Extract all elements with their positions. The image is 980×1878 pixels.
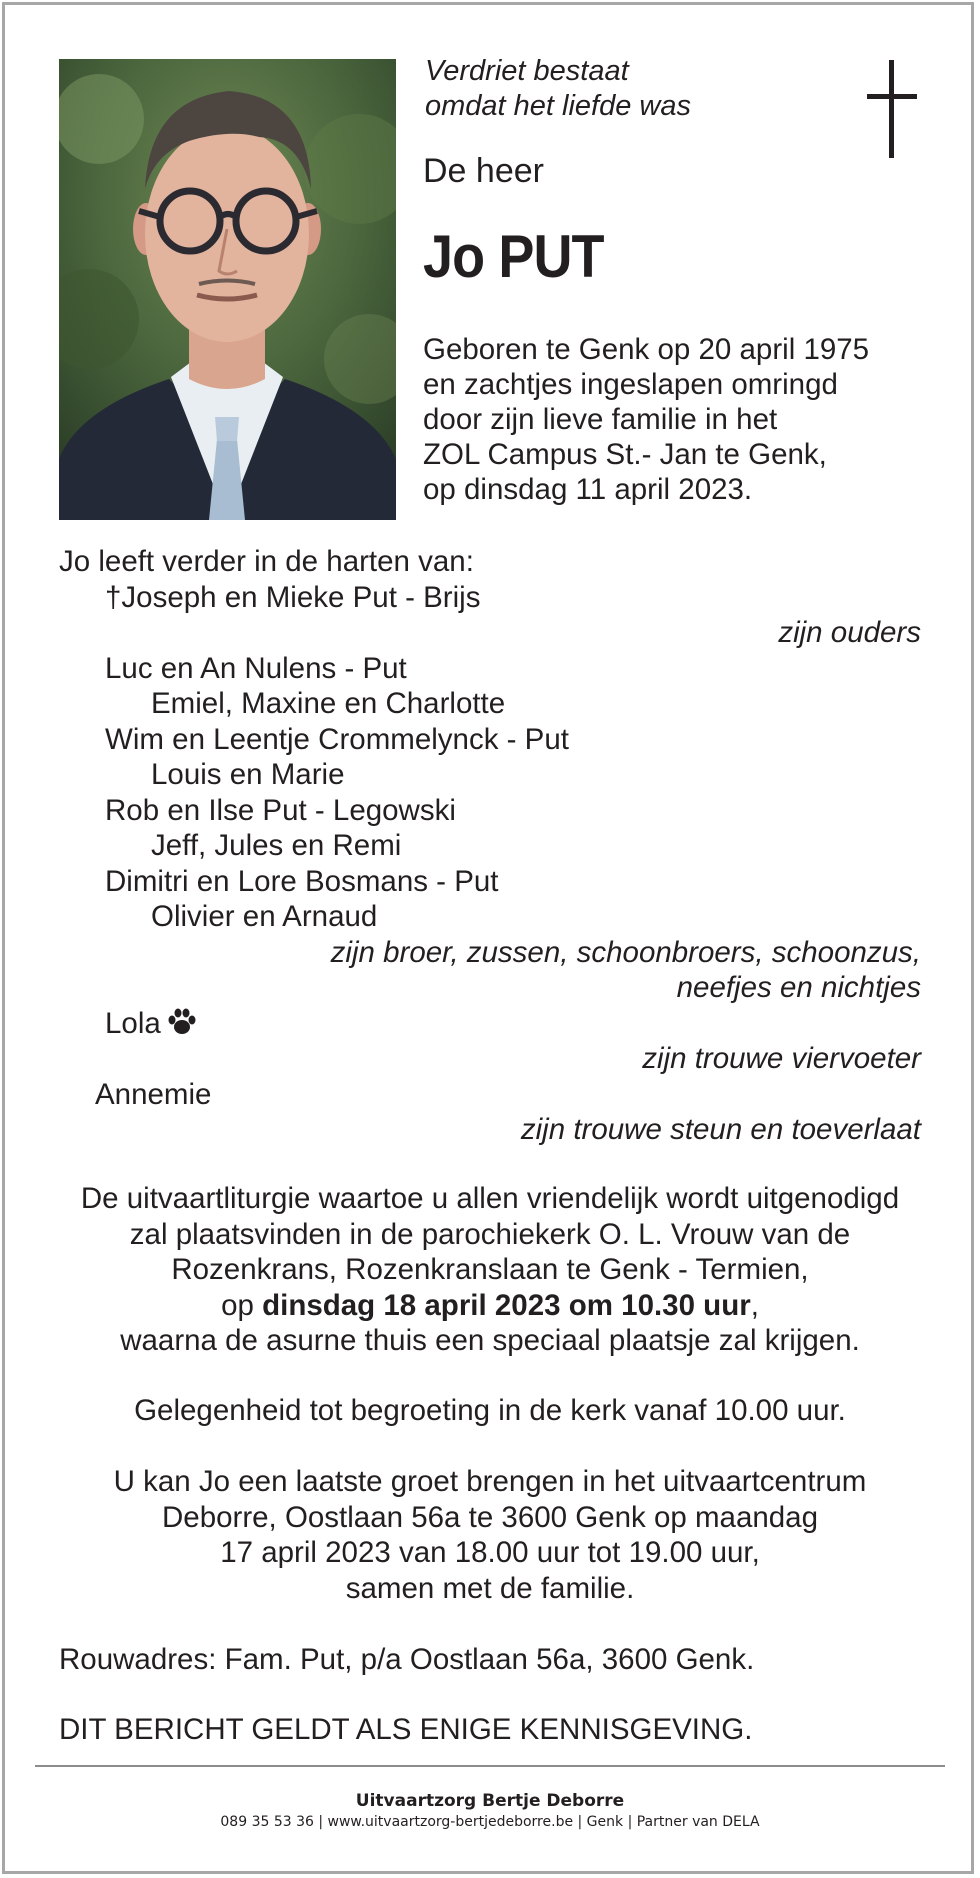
ceremony-info [40,1181,940,1359]
siblings-relation-continued: neefjes en nichtjes [676,971,921,1004]
sibling-children: Jeff, Jules en Remi [151,829,402,862]
salutation: De heer [423,152,544,190]
funeral-home-name: Uitvaartzorg Bertje Deborre [355,1791,625,1811]
deceased-name: Jo PUT [423,223,604,290]
parents: †Joseph en Mieke Put - Brijs [105,580,481,614]
sibling-couple: Rob en Ilse Put - Legowski [105,793,456,827]
sibling-couple: Luc en An Nulens - Put [105,651,407,685]
birth-death-info: Geboren te Genk op 20 april 1975 en zachtjes ingeslapen omringd door zijn lieve familie in het ZOL Campus St.- Jan te Genk, op dinsdag 11 april 2023. [423,333,870,506]
sibling-children: Louis en Marie [151,758,345,791]
partner-relation: zijn trouwe steun en toeverlaat [520,1113,921,1146]
ceremony-line: De uitvaartliturgie waartoe u allen vriendelijk wordt uitgenodigd [80,1182,900,1215]
sibling-children: Olivier en Arnaud [151,900,378,933]
sibling-couple: Wim en Leentje Crommelynck - Put [105,722,569,756]
mourning-address: Rouwadres: Fam. Put, p/a Oostlaan 56a, 3600 Genk. [59,1643,755,1676]
family-list [59,544,921,1148]
family-heading: Jo leeft verder in de harten van: [59,545,474,578]
ceremony-line: waarna de asurne thuis een speciaal plaatsje zal krijgen. [120,1324,860,1357]
pet-name: Lola [105,1006,161,1040]
ceremony-date: dinsdag 18 april 2023 om 10.30 uur [262,1288,751,1322]
ceremony-line: Rozenkrans, Rozenkranslaan te Genk - Termien, [171,1253,809,1286]
pet-relation: zijn trouwe viervoeter [642,1042,921,1075]
footer-divider [35,1765,945,1767]
cross-icon [862,60,922,160]
partner: Annemie [95,1077,212,1111]
sibling-children: Emiel, Maxine en Charlotte [151,687,506,720]
pet-line [59,1006,921,1042]
paw-icon [167,1008,197,1036]
portrait-photo [59,59,396,520]
siblings-relation: zijn broer, zussen, schoonbroers, schoonzus, [330,935,921,969]
visitation-info: U kan Jo een laatste groet brengen in het uitvaartcentrum Deborre, Oostlaan 56a te 3600 Genk op maandag 17 april 2023 van 18.00 uur tot 19.00 uur, samen met de familie. [113,1465,867,1605]
parents-relation: zijn ouders [778,616,921,649]
date-prefix: op [221,1288,263,1322]
motto-quote: Verdriet bestaat omdat het liefde was [425,55,691,122]
ceremony-date-line [40,1288,940,1324]
greeting-info: Gelegenheid tot begroeting in de kerk vanaf 10.00 uur. [134,1394,846,1427]
sibling-couple: Dimitri en Lore Bosmans - Put [105,864,499,898]
notice-statement: DIT BERICHT GELDT ALS ENIGE KENNISGEVING. [59,1713,753,1746]
funeral-home-contact: 089 35 53 36 | www.uitvaartzorg-bertjedeborre.be | Genk | Partner van DELA [220,1814,760,1830]
date-suffix: , [750,1288,759,1322]
ceremony-line: zal plaatsvinden in de parochiekerk O. L. Vrouw van de [129,1217,851,1251]
